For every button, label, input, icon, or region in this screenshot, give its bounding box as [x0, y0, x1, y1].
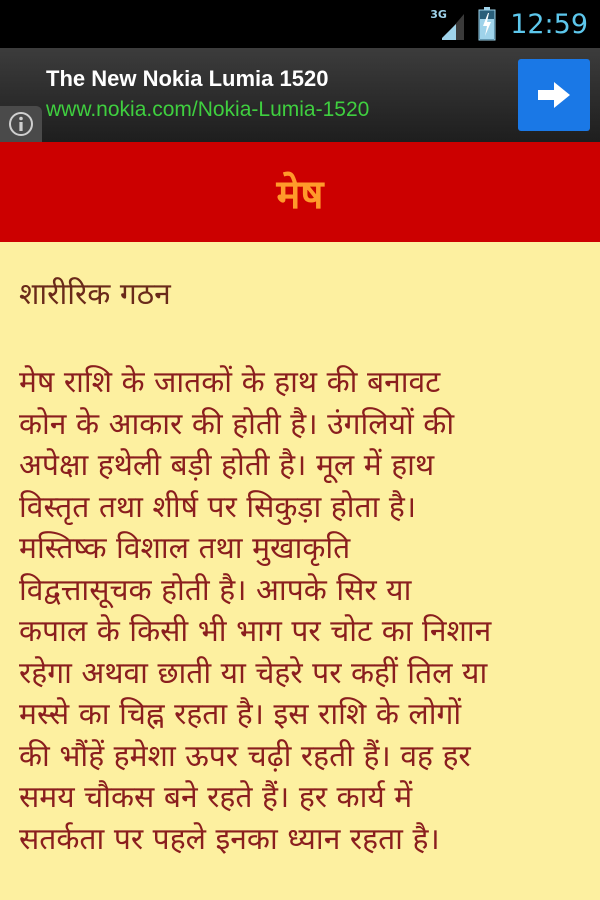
signal-strength-icon — [430, 4, 468, 44]
body-text — [19, 362, 591, 860]
status-icons — [430, 0, 588, 48]
content-area[interactable] — [0, 242, 600, 900]
text-line: विद्वत्तासूचक होती है। आपके सिर या — [19, 572, 412, 608]
text-line: कपाल के किसी भी भाग पर चोट का निशान — [19, 614, 492, 649]
ad-title[interactable]: The New Nokia Lumia 1520 — [46, 66, 329, 91]
page-title: मेष — [276, 171, 324, 218]
text-line: विस्तृत तथा शीर्ष पर सिकुड़ा होता है। — [19, 489, 417, 525]
text-line: रहेगा अथवा छाती या चेहरे पर कहीं तिल या — [19, 655, 488, 691]
battery-charging-icon — [478, 7, 496, 41]
text-line: समय चौकस बने रहते हैं। हर कार्य में — [19, 780, 413, 815]
text-line: अपेक्षा हथेली बड़ी होती है। मूल में हाथ — [19, 448, 435, 483]
ad-url[interactable]: www.nokia.com/Nokia-Lumia-1520 — [46, 98, 370, 121]
clock: 12:59 — [510, 8, 588, 40]
text-line: मस्से का चिह्न रहता है। इस राशि के लोगों — [19, 697, 462, 732]
arrow-right-icon — [536, 80, 572, 110]
text-line: मस्तिष्क विशाल तथा मुखाकृति — [19, 531, 351, 566]
status-bar — [0, 0, 600, 48]
page-header — [0, 142, 600, 242]
section-heading: शारीरिक गठन — [19, 277, 171, 312]
text-line: की भौंहें हमेशा ऊपर चढ़ी रहती हैं। वह हर — [19, 738, 471, 774]
info-icon[interactable] — [0, 106, 42, 142]
ad-banner[interactable] — [0, 48, 600, 142]
ad-open-button[interactable] — [518, 59, 590, 131]
text-line: सतर्कता पर पहले इनका ध्यान रहता है। — [19, 821, 440, 857]
text-line: कोन के आकार की होती है। उंगलियों की — [19, 406, 455, 442]
text-line: मेष राशि के जातकों के हाथ की बनावट — [19, 365, 441, 400]
network-type: 3G — [430, 8, 447, 21]
